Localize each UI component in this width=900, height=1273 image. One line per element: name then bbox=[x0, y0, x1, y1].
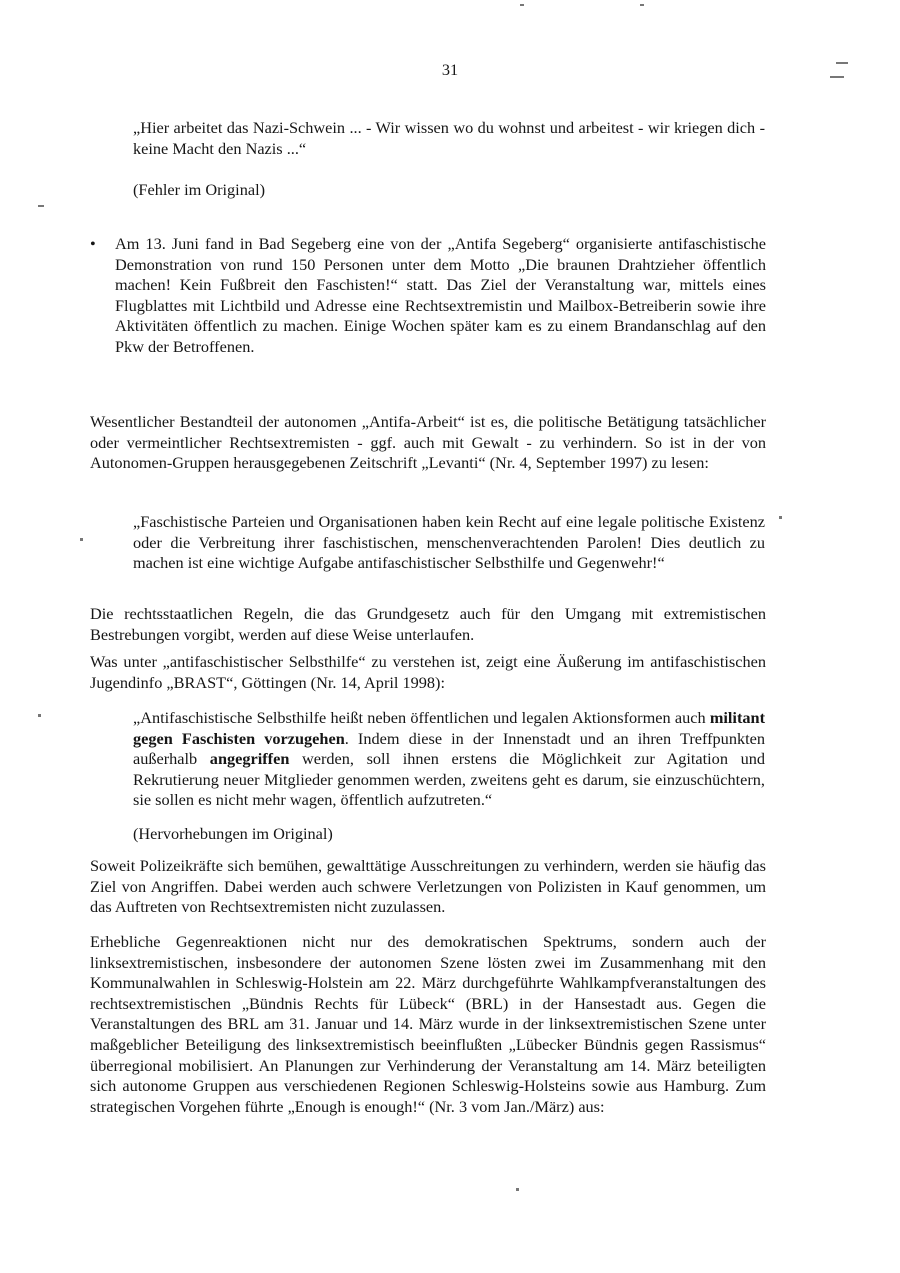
scan-speck bbox=[830, 76, 844, 78]
paragraph-self-help-definition: Was unter „antifaschistischer Selbsthilfe“ zu verstehen ist, zeigt eine Äußerung im antifaschistischen Jugendinfo „BRAST“, Göttingen (Nr. 14, April 1998): bbox=[90, 652, 766, 692]
scan-speck bbox=[836, 62, 848, 64]
bullet-item-bad-segeberg bbox=[90, 234, 766, 358]
paragraph-antifa-work: Wesentlicher Bestandteil der autonomen „Antifa-Arbeit“ ist es, die politische Betätigung tatsächlicher oder vermeintlicher Rechtsextremisten - ggf. auch mit Gewalt - zu verhindern. So ist in der von Autonomen-Gruppen herausgegebenen Zeitschrift „Levanti“ (Nr. 4, September 1997) zu lesen: bbox=[90, 412, 766, 473]
quote-brast-bold-2: angegriffen bbox=[209, 749, 290, 769]
note-errors-in-original: (Fehler im Original) bbox=[133, 180, 266, 199]
quote-levanti: „Faschistische Parteien und Organisationen haben kein Recht auf eine legale politische Existenz oder die Verbreitung ihrer faschistischen, menschenverachtenden Parolen! Dies deutlich zu machen ist eine wichtige Aufgabe antifaschistischer Selbsthilfe und Gegenwehr!“ bbox=[133, 512, 765, 573]
scan-speck bbox=[640, 4, 644, 6]
bullet-text: Am 13. Juni fand in Bad Segeberg eine von der „Antifa Segeberg“ organisierte antifaschistische Demonstration von rund 150 Personen unter dem Motto „Die braunen Drahtzieher öffentlich machen! Kein Fußbreit den Faschisten!“ statt. Das Ziel der Veranstaltung war, mittels eines Flugblattes mit Lichtbild und Adresse eine Rechtsextremistin und Mailbox-Betreiberin sowie ihre Aktivitäten öffentlich zu machen. Einige Wochen später kam es zu einem Brandanschlag auf den Pkw der Betroffenen. bbox=[115, 234, 766, 356]
quote-brast-part-3: werden, soll ihnen erstens die Möglichkeit zur Agitation und Rekrutierung neuer Mitglieder genommen werden, zweitens geht es darum, sie einzuschüchtern, sie sollen es nicht mehr wagen, öffentlich aufzutreten.“ bbox=[133, 749, 765, 810]
paragraph-luebeck-counter-reactions: Erhebliche Gegenreaktionen nicht nur des demokratischen Spektrums, sondern auch der linksextremistischen, insbesondere der autonomen Szene lösten zwei im Zusammenhang mit den Kommunalwahlen in Schleswig-Holstein am 22. März durchgeführte Wahlkampfveranstaltungen des rechtsextremistischen „Bündnis Rechts für Lübeck“ (BRL) in der Hansestadt aus. Gegen die Veranstaltungen des BRL am 31. Januar und 14. März wurde in der linksextremistischen Szene unter maßgeblicher Beteiligung des linksextremistisch beeinflußten „Lübecker Bündnis gegen Rassismus“ überregional mobilisiert. An Planungen zur Verhinderung der Veranstaltung am 14. März beteiligten sich autonome Gruppen aus verschiedenen Regionen Schleswig-Holsteins sowie aus Hamburg. Zum strategischen Vorgehen führte „Enough is enough!“ (Nr. 3 vom Jan./März) aus: bbox=[90, 932, 766, 1116]
quote-brast bbox=[133, 708, 765, 811]
quote-brast-part-2: . Indem diese in der Innenstadt und an ihren Treffpunkten außerhalb bbox=[133, 728, 765, 769]
scan-speck bbox=[516, 1188, 519, 1191]
quote-nazi-threat: „Hier arbeitet das Nazi-Schwein ... - Wir wissen wo du wohnst und arbeitest - wir kriegen dich - keine Macht den Nazis ...“ bbox=[133, 118, 765, 158]
scan-speck bbox=[80, 538, 83, 541]
scan-speck bbox=[38, 714, 41, 717]
note-emphasis-in-original: (Hervorhebungen im Original) bbox=[133, 824, 333, 843]
quote-brast-bold-1: militant gegen Faschisten vorzugehen bbox=[133, 708, 765, 748]
scan-speck bbox=[38, 205, 44, 207]
scan-speck bbox=[779, 516, 782, 519]
paragraph-rule-of-law: Die rechtsstaatlichen Regeln, die das Grundgesetz auch für den Umgang mit extremistischen Bestrebungen vorgibt, werden auf diese Weise unterlaufen. bbox=[90, 604, 766, 644]
paragraph-police: Soweit Polizeikräfte sich bemühen, gewalttätige Ausschreitungen zu verhindern, werden sie häufig das Ziel von Angriffen. Dabei werden auch schwere Verletzungen von Polizisten in Kauf genommen, um das Auftreten von Rechtsextremisten nicht zuzulassen. bbox=[90, 856, 766, 917]
bullet-marker: • bbox=[90, 234, 96, 253]
page-number: 31 bbox=[441, 60, 459, 79]
quote-brast-part-1: „Antifaschistische Selbsthilfe heißt neben öffentlichen und legalen Aktionsformen auch bbox=[133, 708, 710, 727]
scan-speck bbox=[520, 4, 524, 6]
